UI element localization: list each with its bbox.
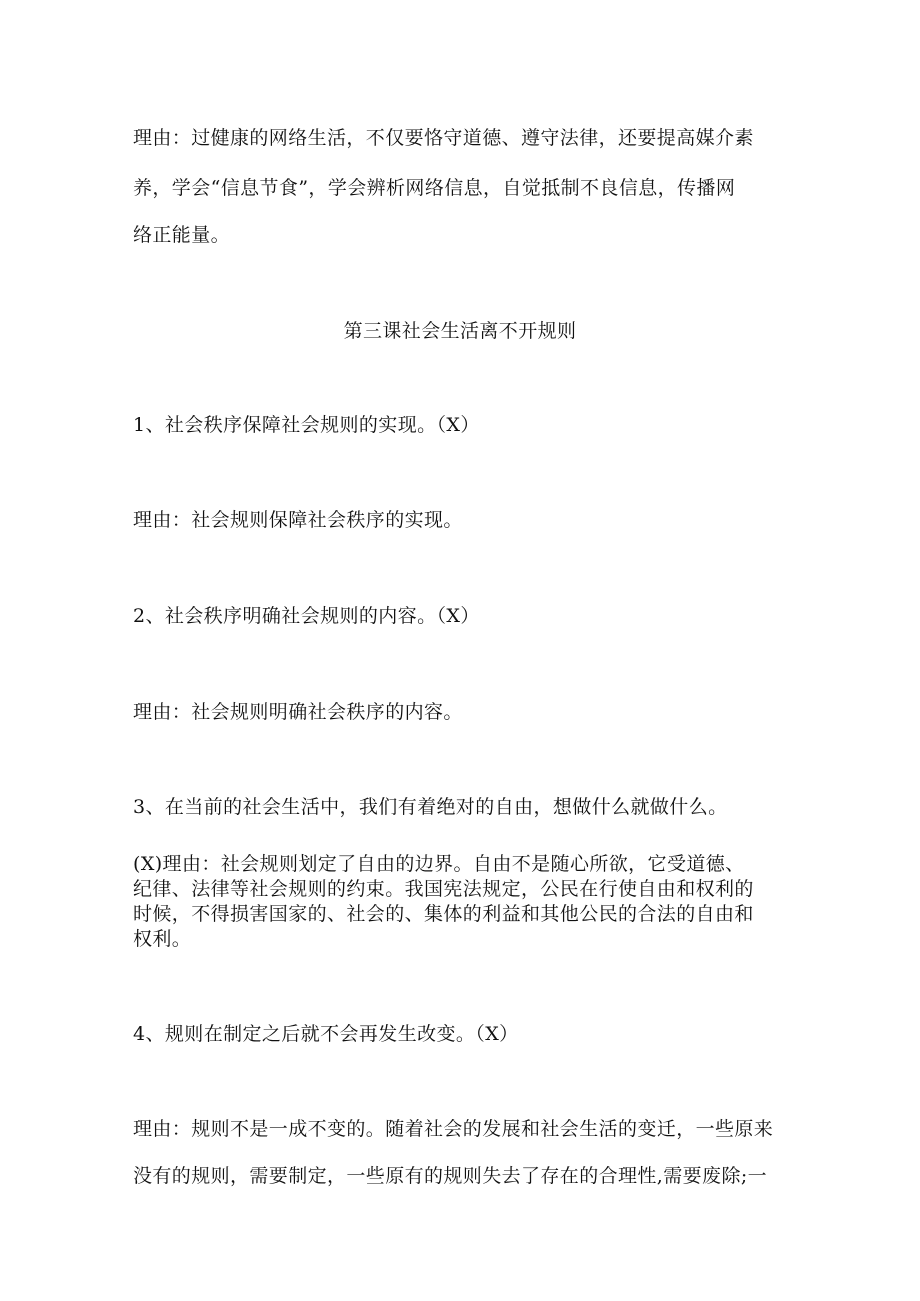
item-4-reason-line-2: 没有的规则，需要制定，一些原有的规则失去了存在的合理性,需要废除;一: [133, 1165, 768, 1187]
item-3-reason-line-2: 纪律、法律等社会规则的约束。我国宪法规定，公民在行使自由和权利的: [133, 878, 754, 900]
item-3-reason-line-3: 时候，不得损害国家的、社会的、集体的利益和其他公民的合法的自由和: [133, 903, 754, 925]
item-3-reason-line-4: 权利。: [133, 928, 192, 950]
lesson-title: 第三课社会生活离不开规则: [343, 320, 577, 342]
item-1-reason: 理由：社会规则保障社会秩序的实现。: [133, 509, 463, 531]
item-4-reason-line-1: 理由：规则不是一成不变的。随着社会的发展和社会生活的变迁，一些原来: [133, 1118, 774, 1140]
item-1-statement: 1、社会秩序保障社会规则的实现。（X）: [133, 414, 480, 436]
item-3-reason: [133, 852, 793, 952]
reason-network-line-2: 养，学会“信息节食”，学会辨析网络信息，自觉抵制不良信息，传播网: [133, 177, 736, 199]
item-3-statement: 3、在当前的社会生活中，我们有着绝对的自由，想做什么就做什么。: [133, 796, 728, 818]
item-2-statement: 2、社会秩序明确社会规则的内容。（X）: [133, 605, 480, 627]
item-2-reason: 理由：社会规则明确社会秩序的内容。: [133, 701, 463, 723]
reason-network-line-3: 络正能量。: [133, 224, 231, 246]
item-4-statement: 4、规则在制定之后就不会再发生改变。（X）: [133, 1023, 519, 1045]
reason-network-line-1: 理由：过健康的网络生活，不仅要恪守道德、遵守法律，还要提高媒介素: [133, 127, 754, 149]
item-3-reason-line-1: (X)理由：社会规则划定了自由的边界。自由不是随心所欲，它受道德、: [133, 853, 745, 875]
